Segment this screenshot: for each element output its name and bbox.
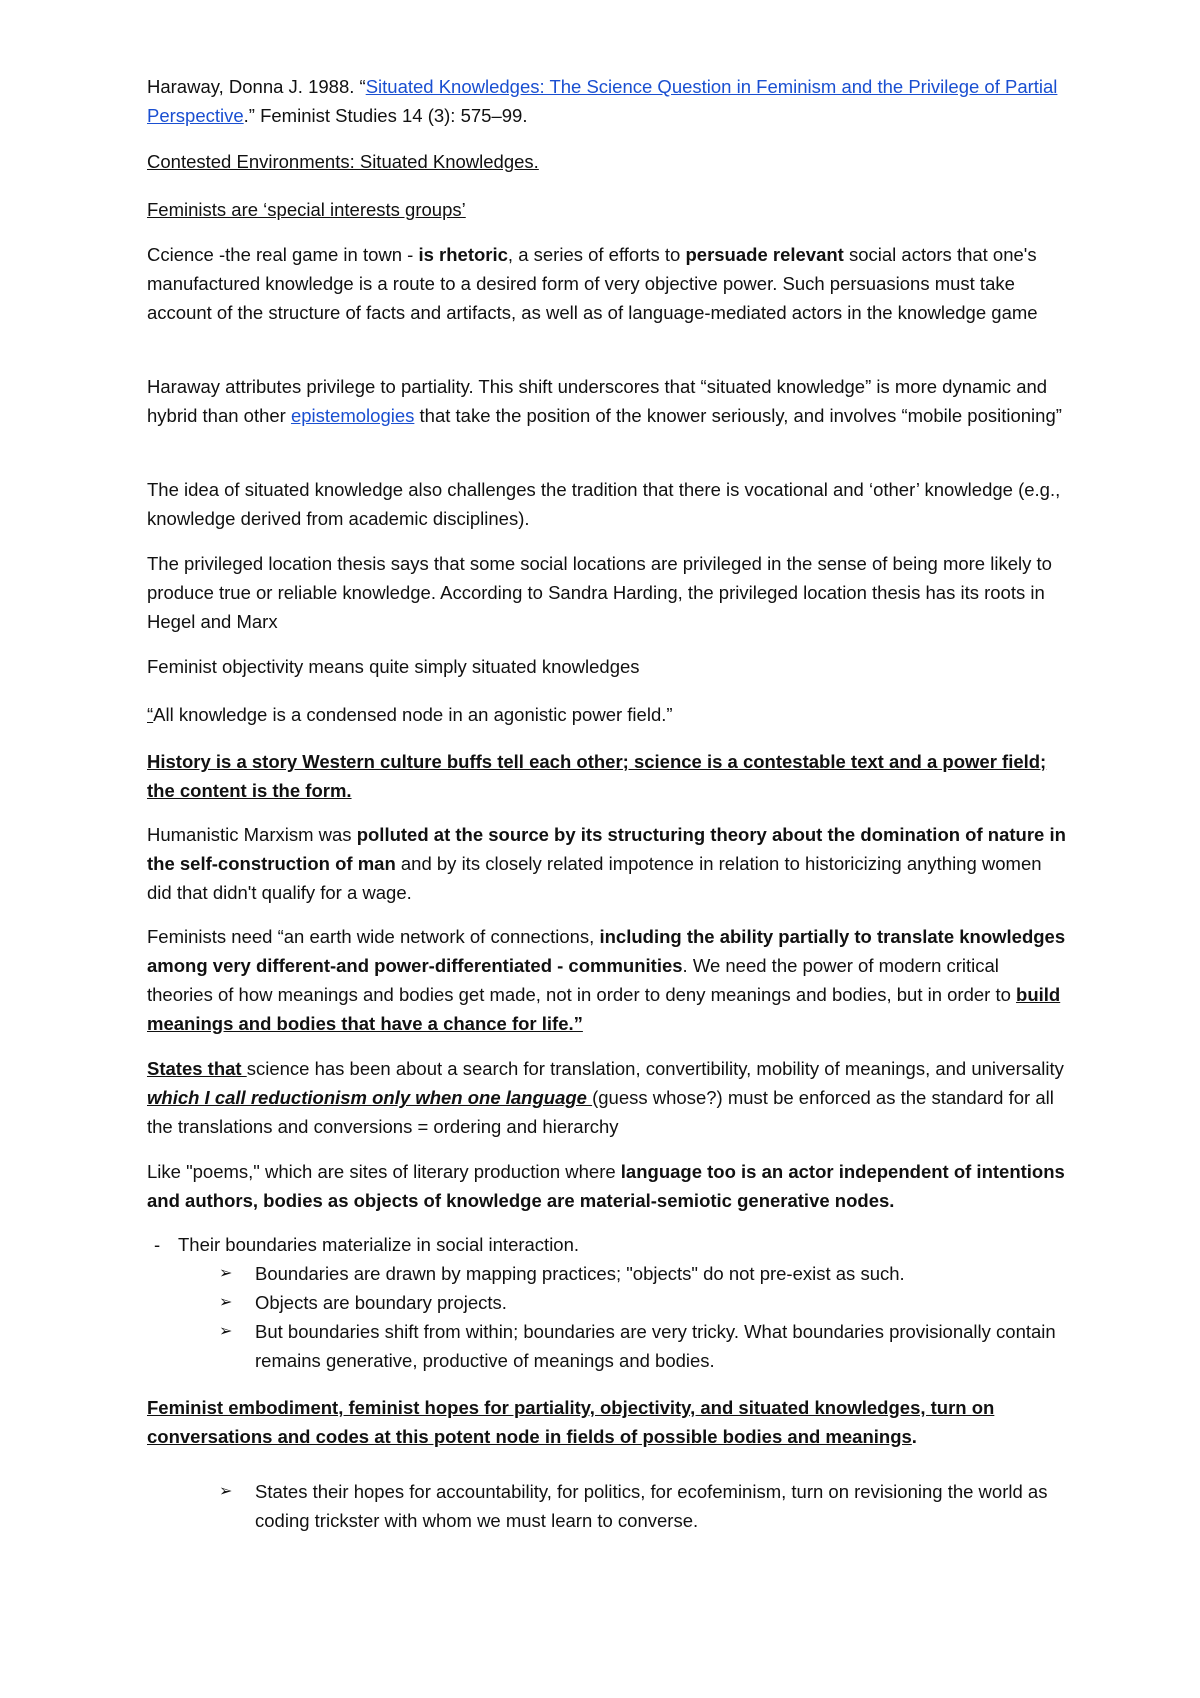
text: Like "poems," which are sites of literary production where [147, 1161, 621, 1182]
bold-heading-history: History is a story Western culture buffs tell each other; science is a contestable text and a power field; the content is the form. [147, 751, 1047, 801]
citation [147, 72, 1067, 130]
heading-contested-environments: Contested Environments: Situated Knowledges. [147, 151, 539, 172]
text: that take the position of the knower seriously, and involves “mobile positioning” [414, 405, 1062, 426]
text: Haraway attributes privilege to partiality. This shift underscores that “situated knowledge” is more dynamic and hybrid than other [147, 376, 1048, 426]
arrow-bullet-icon: ➢ [219, 1265, 233, 1282]
text-bold-underline: build meanings and bodies that have a chance for life.” [147, 984, 1061, 1034]
list-item [219, 1288, 1075, 1317]
text-bold: polluted at the source by its structuring theory about the domination of nature in the self-construction of man [147, 824, 1066, 874]
text-bold: . [911, 1426, 917, 1447]
paragraph-humanistic-marxism [147, 820, 1067, 907]
citation-prefix: Haraway, Donna J. 1988. “ [147, 76, 366, 97]
text-bold-underline: States that [147, 1058, 247, 1079]
dash-bullet: - [154, 1234, 161, 1255]
paragraph-vocational: The idea of situated knowledge also challenges the tradition that there is vocational and ‘other’ knowledge (e.g., knowledge derived from academic disciplines). [147, 479, 1061, 529]
text: and by its closely related impotence in relation to historicizing anything women did that didn't qualify for a wage. [147, 853, 1042, 903]
citation-title-link[interactable]: Situated Knowledges: The Science Question in Feminism and the Privilege of Partial Perspective [147, 76, 1058, 126]
paragraph-feminist-objectivity: Feminist objectivity means quite simply situated knowledges [147, 656, 640, 677]
list-item [219, 1477, 1075, 1535]
text: Feminists need “an earth wide network of connections, [147, 926, 600, 947]
paragraph-rhetoric [147, 240, 1067, 327]
paragraph-partiality [147, 372, 1067, 430]
list-item [219, 1317, 1075, 1375]
list-item-text: Objects are boundary projects. [255, 1292, 507, 1313]
list-item-text: States their hopes for accountability, for politics, for ecofeminism, turn on revisioning the world as coding trickster with whom we must learn to converse. [255, 1481, 1048, 1531]
epistemologies-link[interactable]: epistemologies [290, 405, 415, 426]
quote-knowledge [147, 700, 1067, 729]
text-bold: is rhetoric [418, 244, 508, 265]
list-item-text: Boundaries are drawn by mapping practices; "objects" do not pre-exist as such. [255, 1263, 905, 1284]
list-item-text: But boundaries shift from within; boundaries are very tricky. What boundaries provisionally contain remains generative, productive of meanings and bodies. [255, 1321, 1056, 1371]
arrow-bullet-icon: ➢ [219, 1294, 233, 1311]
text: , a series of efforts to [507, 244, 686, 265]
list-item [219, 1259, 1075, 1288]
arrow-bullet-icon: ➢ [219, 1483, 233, 1500]
text: Ccience -the real game in town - [147, 244, 419, 265]
citation-suffix: .” Feminist Studies 14 (3): 575–99. [243, 105, 528, 126]
paragraph-translation [147, 1054, 1067, 1141]
text: Humanistic Marxism was [147, 824, 357, 845]
quote-open: “ [147, 704, 154, 725]
list-item-text: Their boundaries materialize in social interaction. [178, 1234, 580, 1255]
arrow-bullet-icon: ➢ [219, 1323, 233, 1340]
text-bold-italic: which I call reductionism only when one language [147, 1087, 593, 1108]
text: science has been about a search for translation, convertibility, mobility of meanings, and universality [246, 1058, 1064, 1079]
list-item [154, 1230, 1058, 1259]
text-bold: language too is an actor independent of intentions and authors, bodies as objects of knowledge are material-semiotic generative nodes. [147, 1161, 1065, 1211]
text-bold: including the ability partially to translate knowledges among very different-and power-differentiated - communities [147, 926, 1066, 976]
quote-text: All knowledge is a condensed node in an agonistic power field.” [153, 704, 673, 725]
paragraph-privileged-location: The privileged location thesis says that some social locations are privileged in the sense of being more likely to produce true or reliable knowledge. According to Sandra Harding, the privileged location thesis has its roots in Hegel and Marx [147, 553, 1052, 632]
bold-heading-embodiment [147, 1393, 1067, 1451]
heading-feminists: Feminists are ‘special interests groups’ [147, 199, 466, 220]
text-bold: persuade relevant [685, 244, 844, 265]
paragraph-poems [147, 1157, 1067, 1215]
text: . We need the power of modern critical theories of how meanings and bodies get made, not in order to deny meanings and bodies, but in order to [147, 955, 1017, 1005]
text-bold-underline: Feminist embodiment, feminist hopes for partiality, objectivity, and situated knowledges, turn on conversations and codes at this potent node in fields of possible bodies and meanings [147, 1397, 995, 1447]
text: social actors that one's manufactured knowledge is a route to a desired form of very objective power. Such persuasions must take account of the structure of facts and artifacts, as well as of language-mediated actors in the knowledge game [147, 244, 1038, 323]
text: (guess whose?) must be enforced as the standard for all the translations and conversions = ordering and hierarchy [147, 1087, 1054, 1137]
paragraph-feminists-need [147, 922, 1067, 1038]
